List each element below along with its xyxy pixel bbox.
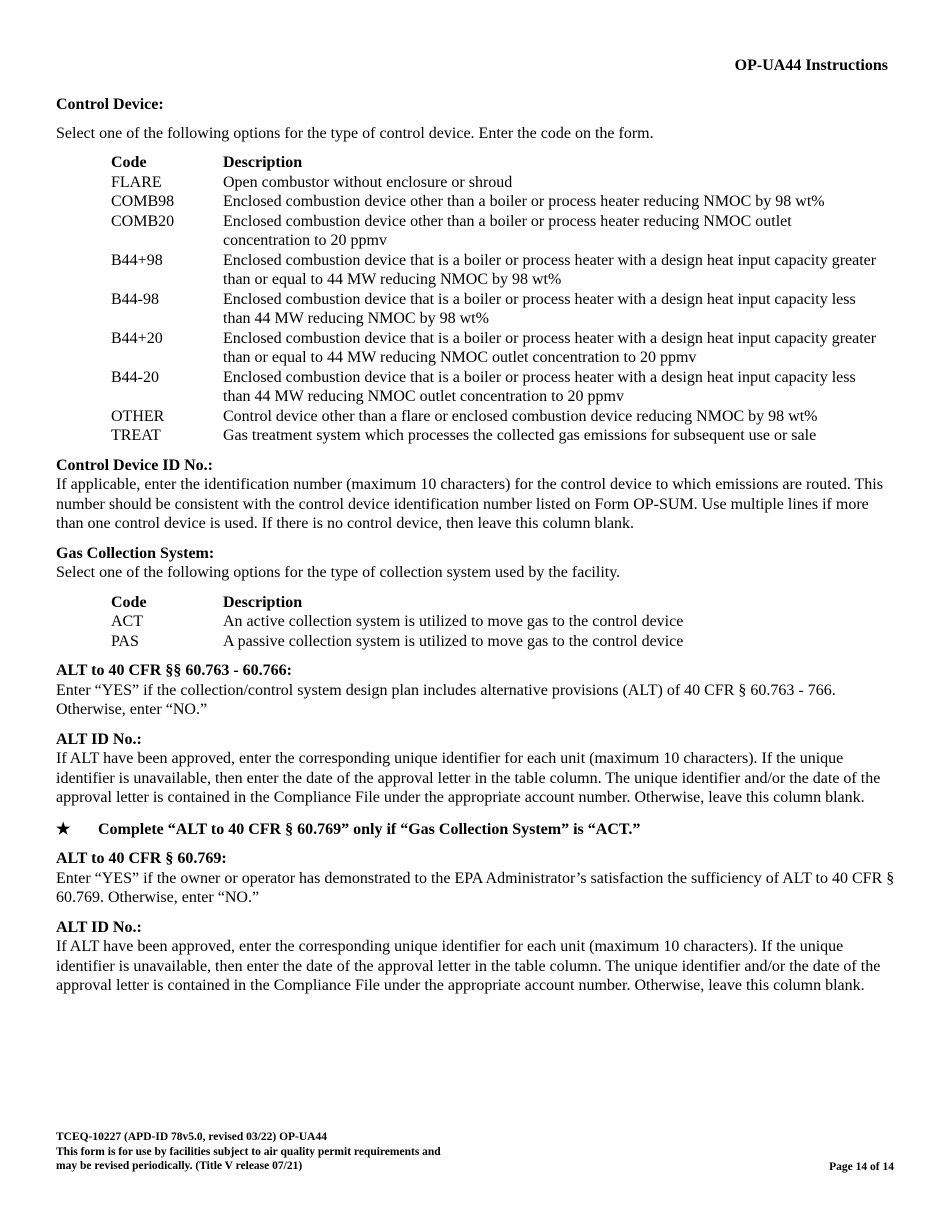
description-cell: Enclosed combustion device that is a boiler or process heater with a design heat input capacity greater than or equal to 44 MW reducing NMOC outlet concentration to 20 ppmv [223,329,877,366]
code-cell: COMB20 [111,212,175,230]
description-cell: Gas treatment system which processes the collected gas emissions for subsequent use or sale [223,427,817,444]
gas-collection-section [56,544,896,652]
control-device-id-section [56,456,896,534]
gas-collection-heading: Gas Collection System: [56,544,215,562]
control-device-intro: Select one of the following options for the type of control device. Enter the code on the form. [56,124,654,142]
footer-line-3: may be revised periodically. (Title V release 07/21) [56,1160,303,1173]
control-device-table [111,153,878,446]
alt-id-heading: ALT ID No.: [56,730,142,748]
code-cell: FLARE [111,173,162,191]
table-row [111,329,878,368]
table-header-row [111,593,878,613]
gas-collection-intro: Select one of the following options for the type of collection system used by the facility. [56,564,621,581]
table-row [111,426,878,446]
description-cell: A passive collection system is utilized to move gas to the control device [223,632,684,650]
gas-collection-table [111,593,878,652]
table-row [111,368,878,407]
control-device-heading: Control Device: [56,96,164,113]
table-row [111,173,878,193]
page-header-title: OP-UA44 Instructions [734,57,888,74]
star-note-text: Complete “ALT to 40 CFR § 60.769” only if “Gas Collection System” is “ACT.” [98,820,641,838]
document-body [56,95,896,996]
star-note [56,820,896,840]
code-cell: B44+98 [111,251,163,269]
star-icon: ★ [56,820,71,838]
code-cell: B44+20 [111,329,163,347]
code-column-header: Code [111,154,147,171]
description-cell: Enclosed combustion device that is a boiler or process heater with a design heat input capacity less than 44 MW reducing NMOC by 98 wt% [223,290,856,327]
code-cell: B44-20 [111,368,159,386]
alt-769-heading: ALT to 40 CFR § 60.769: [56,850,227,867]
code-cell: PAS [111,632,139,650]
description-cell: Enclosed combustion device other than a boiler or process heater reducing NMOC by 98 wt% [223,193,825,210]
code-cell: OTHER [111,407,165,425]
table-row [111,407,878,427]
description-cell: An active collection system is utilized to move gas to the control device [223,613,684,630]
description-cell: Enclosed combustion device other than a boiler or process heater reducing NMOC outlet concentration to 20 ppmv [223,212,792,249]
table-row [111,612,878,632]
code-cell: TREAT [111,427,161,444]
control-device-id-heading: Control Device ID No.: [56,456,214,474]
table-row [111,632,878,652]
alt-id-section-1 [56,730,896,808]
code-column-header: Code [111,593,147,611]
description-cell: Control device other than a flare or enclosed combustion device reducing NMOC by 98 wt% [223,407,818,425]
table-row [111,290,878,329]
alt-id-text: If ALT have been approved, enter the corresponding unique identifier for each unit (maximum 10 characters). If the unique identifier is unavailable, then enter the date of the approval letter in the table column. The unique identifier and/or the date of the approval letter is contained in the Compliance File under the appropriate account number. Otherwise, leave this column blank. [56,938,881,994]
page-number: Page 14 of 14 [829,1161,894,1173]
description-cell: Enclosed combustion device that is a boiler or process heater with a design heat input capacity less than 44 MW reducing NMOC outlet concentration to 20 ppmv [223,368,856,405]
description-cell: Enclosed combustion device that is a boiler or process heater with a design heat input capacity greater than or equal to 44 MW reducing NMOC by 98 wt% [223,251,877,288]
alt-id-section-2 [56,918,896,996]
table-row [111,192,878,212]
alt-id-text: If ALT have been approved, enter the corresponding unique identifier for each unit (maximum 10 characters). If the unique identifier is unavailable, then enter the date of the approval letter in the table column. The unique identifier and/or the date of the approval letter is contained in the Compliance File under the appropriate account number. Otherwise, leave this column blank. [56,750,881,806]
description-column-header: Description [223,593,303,611]
description-cell: Open combustor without enclosure or shroud [223,173,513,191]
code-cell: COMB98 [111,193,175,210]
footer-line-2: This form is for use by facilities subject to air quality permit requirements and [56,1145,441,1158]
alt-763-text: Enter “YES” if the collection/control system design plan includes alternative provisions (ALT) of 40 CFR § 60.763 - 766. Otherwise, enter “NO.” [56,681,836,718]
alt-769-section [56,849,896,908]
control-device-id-text: If applicable, enter the identification number (maximum 10 characters) for the control device to which emissions are routed. This number should be consistent with the control device identification number listed on Form OP-SUM. Use multiple lines if more than one control device is used. If there is no control device, then leave this column blank. [56,476,883,532]
table-row [111,212,878,251]
table-header-row [111,153,878,173]
footer-line-1: TCEQ-10227 (APD-ID 78v5.0, revised 03/22) OP-UA44 [56,1131,327,1143]
alt-763-section [56,661,896,720]
code-cell: B44-98 [111,290,159,308]
footer-form-info [56,1130,441,1174]
alt-769-text: Enter “YES” if the owner or operator has demonstrated to the EPA Administrator’s satisfaction the sufficiency of ALT to 40 CFR § 60.769. Otherwise, enter “NO.” [56,869,895,906]
description-column-header: Description [223,154,303,171]
alt-id-heading: ALT ID No.: [56,918,142,936]
code-cell: ACT [111,613,143,630]
table-row [111,251,878,290]
alt-763-heading: ALT to 40 CFR §§ 60.763 - 60.766: [56,662,293,679]
